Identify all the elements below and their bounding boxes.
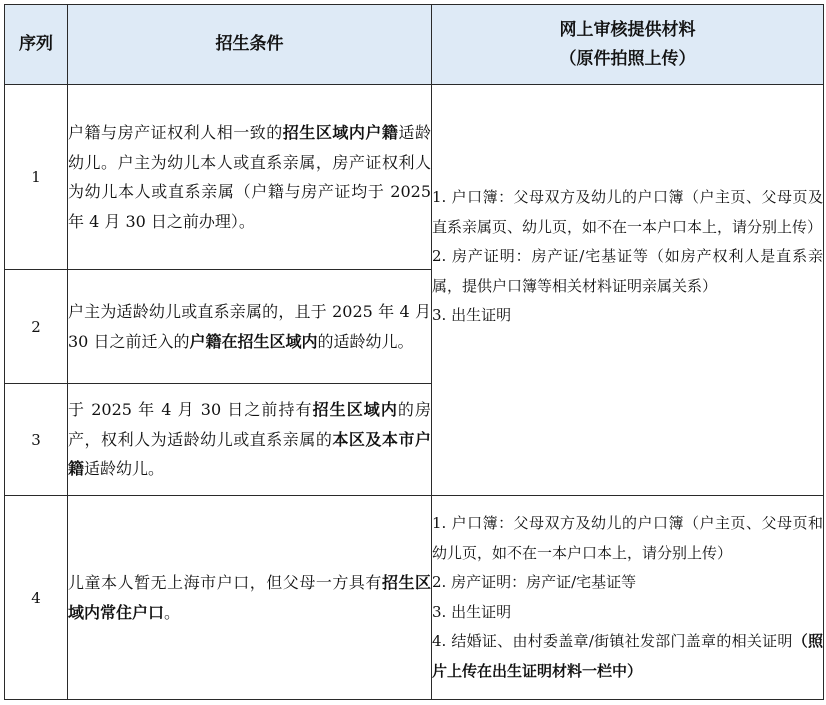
table-row xyxy=(5,496,824,700)
row-condition xyxy=(68,496,432,700)
condition-text: 户主为适龄幼儿或直系亲属的，且于 2025 年 4 月 30 日之前迁入的 xyxy=(68,302,431,351)
materials-marriage-note: （照片上传在出生证明材料一栏中） xyxy=(432,632,823,680)
condition-emphasis: 招生区域内 xyxy=(312,400,398,420)
materials-birth: 3. 出生证明 xyxy=(432,306,512,325)
header-materials-line2: （原件拍照上传） xyxy=(559,48,696,69)
materials-marriage-text: 4. 结婚证、由村委盖章/街镇社发部门盖章的相关证明 xyxy=(432,632,793,650)
condition-text: 儿童本人暂无上海市户口，但父母一方具有 xyxy=(68,573,382,592)
condition-text: 适龄幼儿。户主为幼儿本人或直系亲属，房产证权利人为幼儿本人或直系亲属（户籍与房产证均于 2025 年 4 月 30 日之前办理）。 xyxy=(68,123,431,231)
condition-emphasis: 本区及本市户籍 xyxy=(68,429,431,479)
row-seq: 1 xyxy=(5,85,68,270)
condition-text: 适龄幼儿。 xyxy=(84,459,165,479)
materials-marriage xyxy=(432,627,823,686)
condition-text: 户籍与房产证权利人相一致的 xyxy=(68,123,283,142)
condition-text: 。 xyxy=(164,602,181,622)
condition-emphasis: 招生区域内常住户口 xyxy=(68,573,431,622)
row-condition xyxy=(68,85,432,270)
row-condition xyxy=(68,384,432,496)
header-row xyxy=(5,5,824,85)
condition-emphasis: 招生区域内户籍 xyxy=(282,123,399,142)
materials-hukou: 1. 户口簿：父母双方及幼儿的户口簿（户主页、父母页和幼儿页，如不在一本户口本上，请分别上传） xyxy=(432,514,823,562)
materials-property: 2. 房产证明：房产证/宅基证等 xyxy=(432,573,637,591)
header-seq: 序列 xyxy=(5,5,68,85)
row-condition xyxy=(68,270,432,384)
materials-cell-row-4 xyxy=(432,496,824,700)
condition-text: 的适龄幼儿。 xyxy=(317,331,414,351)
row-seq: 4 xyxy=(5,496,68,700)
condition-emphasis: 户籍在招生区域内 xyxy=(189,331,318,351)
header-materials xyxy=(432,5,824,85)
header-condition: 招生条件 xyxy=(68,5,432,85)
materials-birth: 3. 出生证明 xyxy=(432,602,512,621)
materials-cell-rows-1-3 xyxy=(432,85,824,496)
header-materials-line1: 网上审核提供材料 xyxy=(559,19,696,40)
row-seq: 3 xyxy=(5,384,68,496)
materials-property: 2. 房产证明：房产证/宅基证等（如房产权利人是直系亲属，提供户口簿等相关材料证明亲属关系） xyxy=(432,247,823,295)
condition-text: 的房产，权利人为适龄幼儿或直系亲属的 xyxy=(68,400,431,449)
materials-hukou: 1. 户口簿：父母双方及幼儿的户口簿（户主页、父母页及直系亲属页、幼儿页，如不在一本户口本上，请分别上传） xyxy=(432,188,823,236)
table-row xyxy=(5,85,824,270)
admission-requirements-table xyxy=(4,4,824,700)
row-seq: 2 xyxy=(5,270,68,384)
condition-text: 于 2025 年 4 月 30 日之前持有 xyxy=(68,400,313,420)
